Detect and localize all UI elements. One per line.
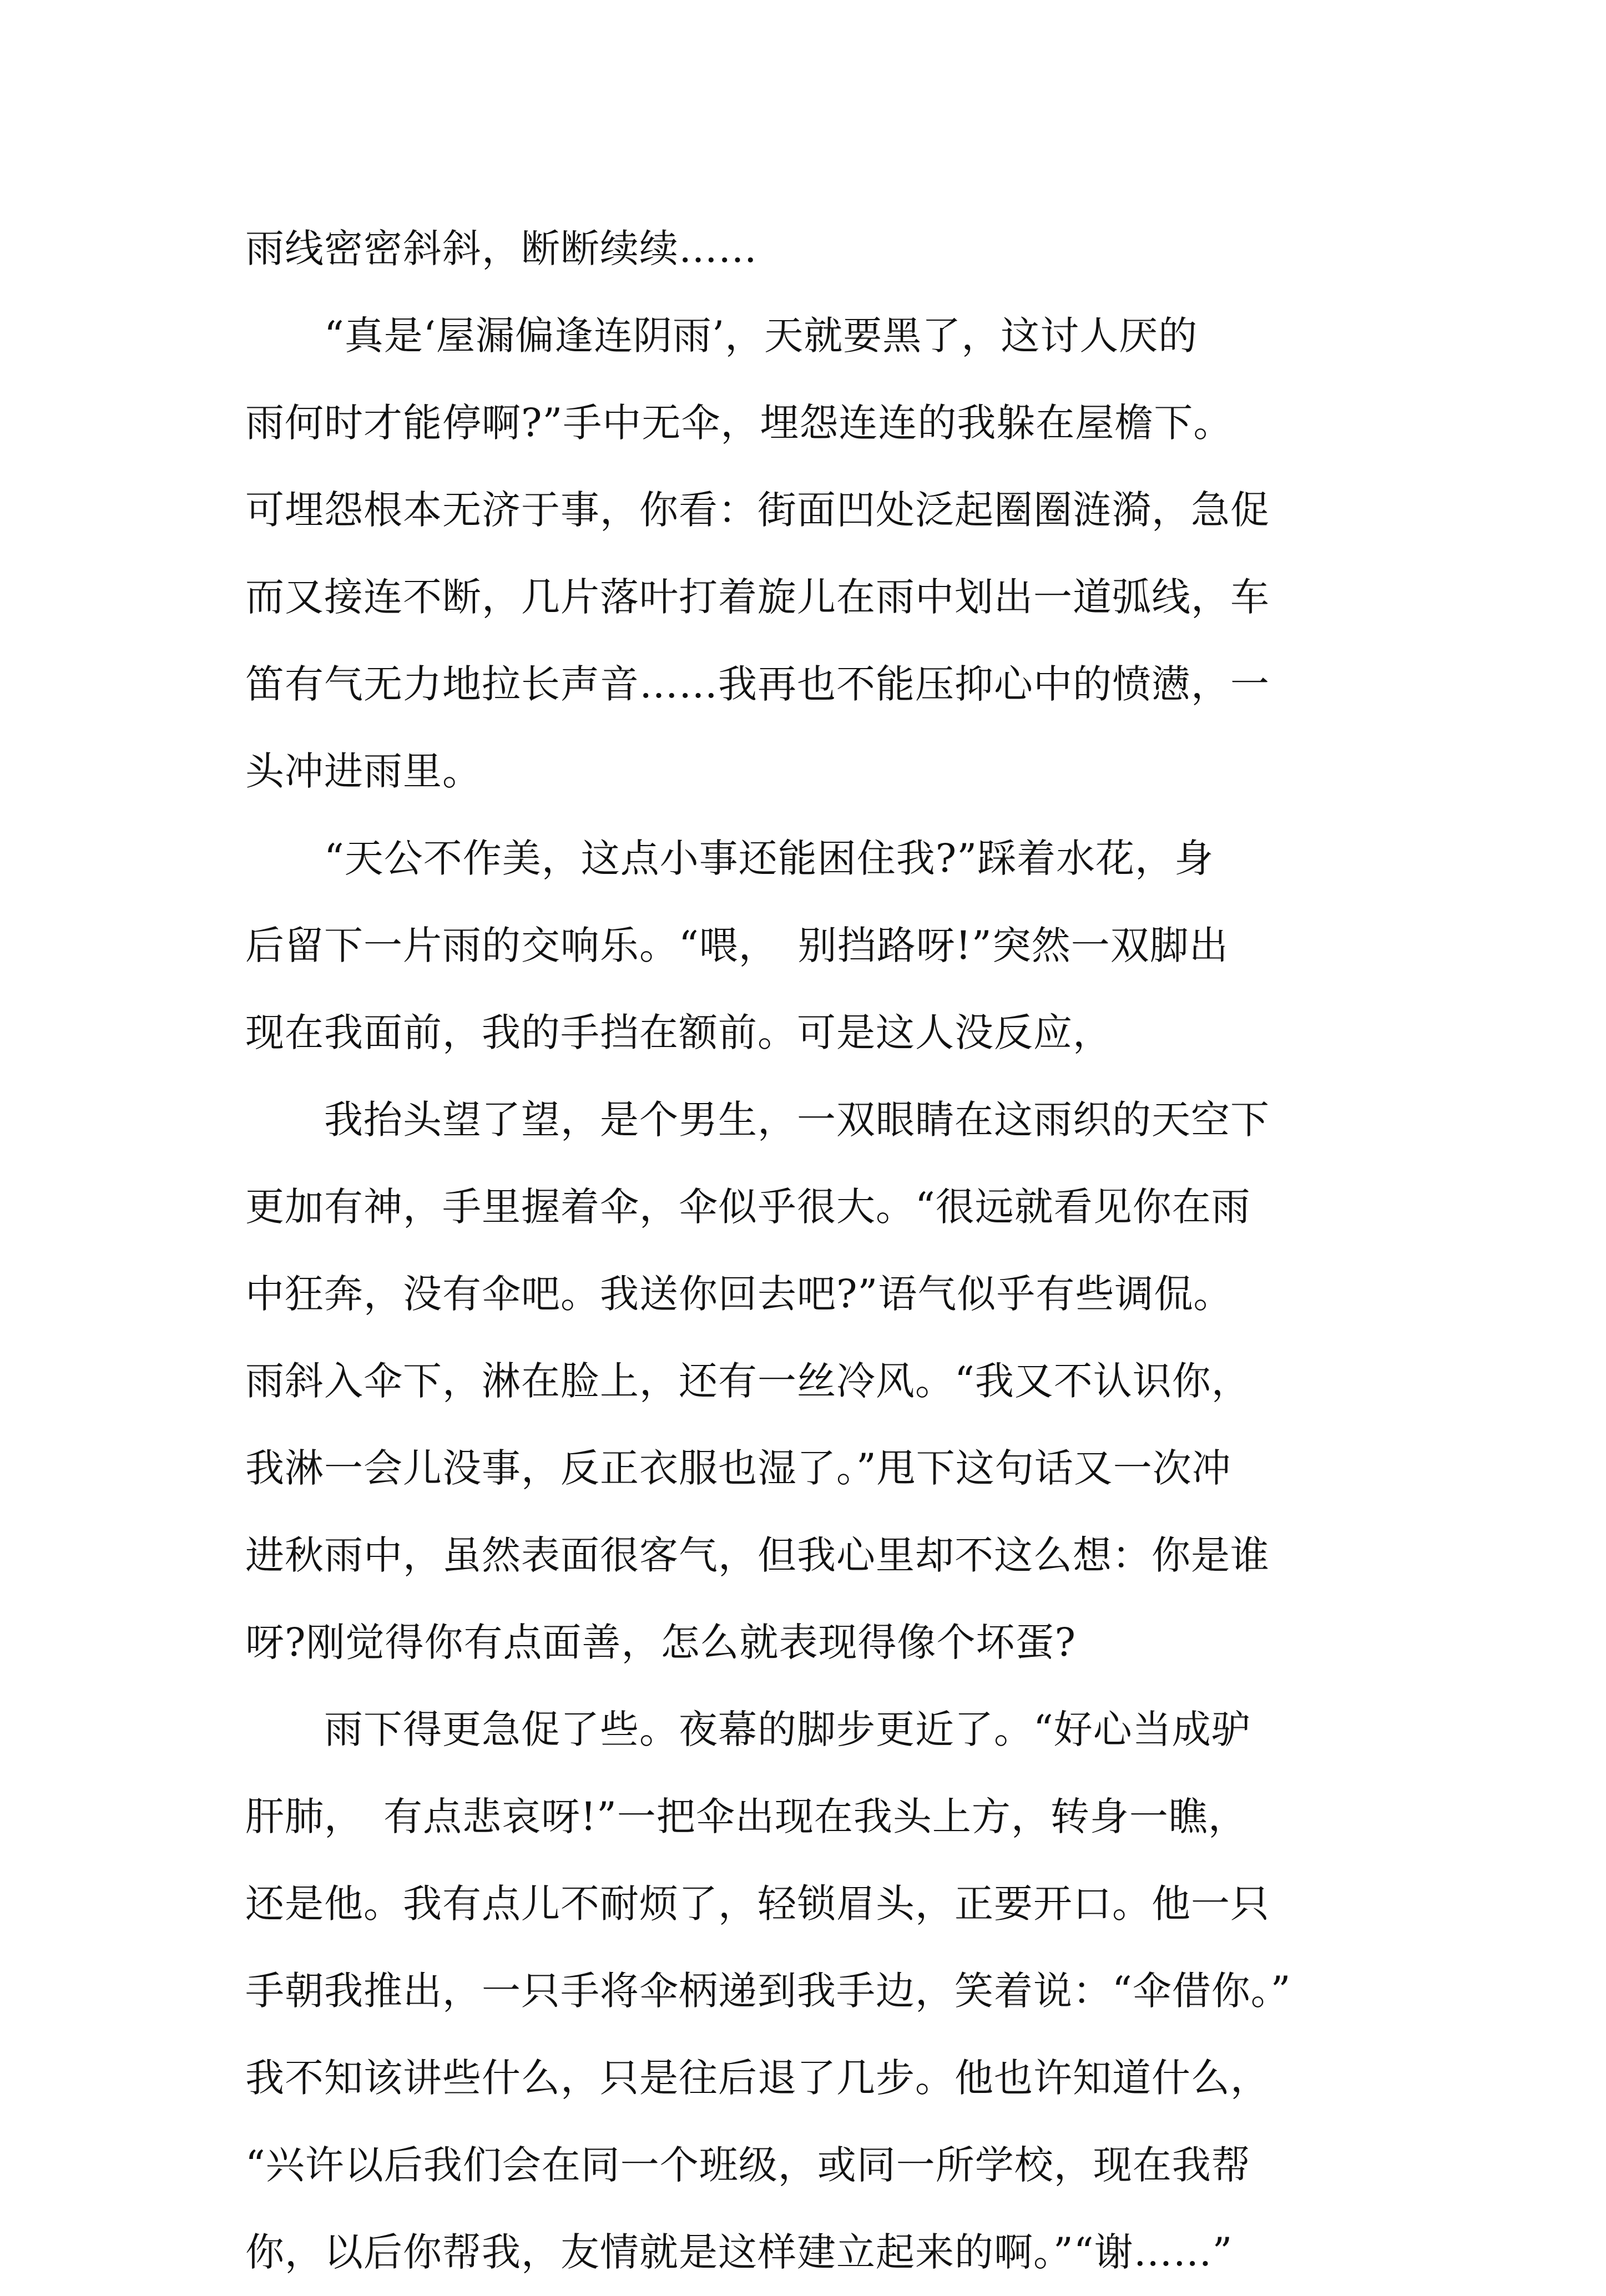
text-line-18: 雨下得更急促了些。夜幕的脚步更近了。“好心当成驴 [245,1707,1251,1752]
text-line-2: “真是‘屋漏偏逢连阴雨’，天就要黑了，这讨人厌的 [245,313,1198,358]
text-line-9: 后留下一片雨的交响乐。“喂， 别挡路呀!”突然一双脚出 [245,923,1229,968]
text-line-6: 笛有气无力地拉长声音……我再也不能压抑心中的愤懑，一 [245,661,1270,707]
text-line-24: 你，以后你帮我，友情就是这样建立起来的啊。”“谢……” [245,2229,1233,2275]
text-line-19: 肝肺， 有点悲哀呀!”一把伞出现在我头上方，转身一瞧， [245,1794,1248,1839]
text-line-5: 而又接连不断，几片落叶打着旋儿在雨中划出一道弧线，车 [245,574,1270,620]
text-line-10: 现在我面前，我的手挡在额前。可是这人没反应， [245,1010,1112,1055]
text-line-23: “兴许以后我们会在同一个班级，或同一所学校，现在我帮 [245,2142,1251,2188]
text-line-13: 中狂奔，没有伞吧。我送你回去吧?”语气似乎有些调侃。 [245,1271,1233,1317]
text-line-22: 我不知该讲些什么，只是往后退了几步。他也许知道什么， [245,2055,1270,2101]
text-line-4: 可埋怨根本无济于事，你看：街面凹处泛起圈圈涟漪，急促 [245,487,1270,533]
text-line-8: “天公不作美，这点小事还能困住我?”踩着水花，身 [245,836,1214,881]
text-line-21: 手朝我推出，一只手将伞柄递到我手边，笑着说：“伞借你。” [245,1968,1291,2014]
text-line-7: 头冲进雨里。 [245,749,482,794]
text-line-12: 更加有神，手里握着伞，伞似乎很大。“很远就看见你在雨 [245,1184,1251,1230]
text-line-20: 还是他。我有点儿不耐烦了，轻锁眉头，正要开口。他一只 [245,1881,1270,1926]
text-line-14: 雨斜入伞下，淋在脸上，还有一丝冷风。“我又不认识你， [245,1358,1251,1404]
text-line-16: 进秋雨中，虽然表面很客气，但我心里却不这么想：你是谁 [245,1533,1270,1578]
text-line-17: 呀?刚觉得你有点面善，怎么就表现得像个坏蛋? [245,1620,1077,1665]
text-line-15: 我淋一会儿没事，反正衣服也湿了。”甩下这句话又一次冲 [245,1445,1231,1491]
text-line-3: 雨何时才能停啊?”手中无伞，埋怨连连的我躲在屋檐下。 [245,400,1233,446]
text-line-1: 雨线密密斜斜，断断续续…… [245,226,757,271]
text-line-11: 我抬头望了望，是个男生，一双眼睛在这雨织的天空下 [245,1097,1270,1142]
essay-body [245,205,1372,2296]
